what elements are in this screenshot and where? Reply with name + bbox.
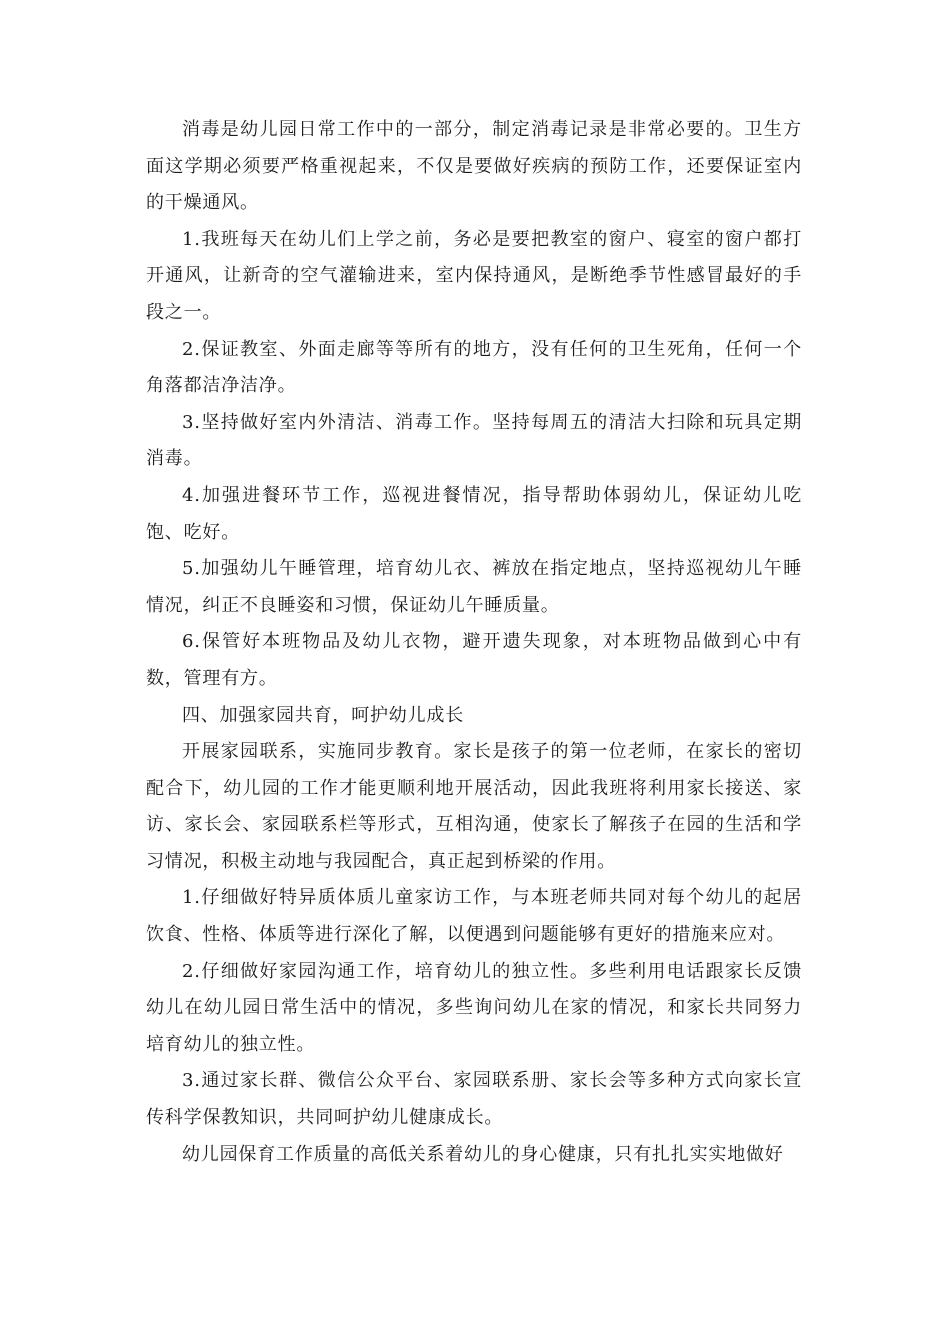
- paragraph-home-item-1: 1.仔细做好特异质体质儿童家访工作，与本班老师共同对每个幼儿的起居饮食、性格、体质等进行深化了解，以便遇到问题能够有更好的措施来应对。: [146, 887, 802, 946]
- paragraph-item-5-nap: 5.加强幼儿午睡管理，培育幼儿衣、裤放在指定地点，坚持巡视幼儿午睡情况，纠正不良睡姿和习惯，保证幼儿午睡质量。: [146, 558, 802, 616]
- document-page: [146, 112, 802, 1173]
- paragraph-home-item-3: 3.通过家长群、微信公众平台、家园联系册、家长会等多种方式向家长宣传科学保教知识，共同呵护幼儿健康成长。: [146, 1070, 802, 1129]
- paragraph-home-item-2: 2.仔细做好家园沟通工作，培育幼儿的独立性。多些利用电话跟家长反馈幼儿在幼儿园日常生活中的情况，多些询问幼儿在家的情况，和家长共同努力培育幼儿的独立性。: [146, 960, 802, 1055]
- paragraph-item-1-ventilation: 1.我班每天在幼儿们上学之前，务必是要把教室的窗户、寝室的窗户都打开通风，让新奇的空气灌输进来，室内保持通风，是断绝季节性感冒最好的手段之一。: [146, 228, 802, 323]
- paragraph-item-2-cleanliness: 2.保证教室、外面走廊等等所有的地方，没有任何的卫生死角，任何一个角落都洁净洁净。: [146, 338, 802, 397]
- section-heading-home-school: 四、加强家园共育，呵护幼儿成长: [182, 704, 464, 726]
- paragraph-item-3-disinfection: 3.坚持做好室内外清洁、消毒工作。坚持每周五的清洁大扫除和玩具定期消毒。: [146, 411, 802, 470]
- paragraph-home-school-intro: 开展家园联系，实施同步教育。家长是孩子的第一位老师，在家长的密切配合下，幼儿园的工作才能更顺利地开展活动，因此我班将利用家长接送、家访、家长会、家园联系栏等形式，互相沟通，使家长了解孩子在园的生活和学习情况，积极主动地与我园配合，真正起到桥梁的作用。: [146, 741, 802, 872]
- paragraph-item-4-meals: 4.加强进餐环节工作，巡视进餐情况，指导帮助体弱幼儿，保证幼儿吃饱、吃好。: [146, 484, 802, 543]
- paragraph-conclusion: 幼儿园保育工作质量的高低关系着幼儿的身心健康，只有扎扎实实地做好: [182, 1143, 784, 1165]
- paragraph-item-6-belongings: 6.保管好本班物品及幼儿衣物，避开遗失现象，对本班物品做到心中有数，管理有方。: [146, 631, 802, 689]
- paragraph-disinfection-intro: 消毒是幼儿园日常工作中的一部分，制定消毒记录是非常必要的。卫生方面这学期必须要严格重视起来，不仅是要做好疾病的预防工作，还要保证室内的干燥通风。: [146, 119, 802, 214]
